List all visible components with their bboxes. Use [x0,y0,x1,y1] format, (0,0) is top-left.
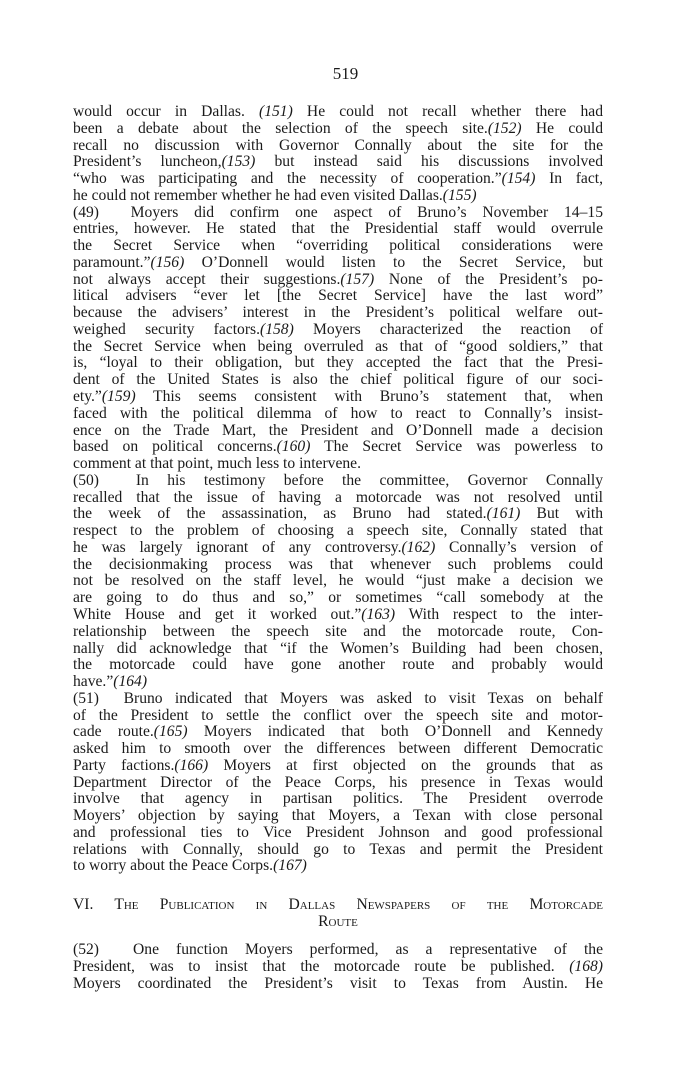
text: he could not remember whether he had even visited Dallas. [73,186,443,204]
text-line [73,858,603,875]
text-line [73,942,603,959]
text: ence on the Trade Mart, the President and O’Donnell made a decision [73,421,603,439]
footnote-ref: (165) [153,723,188,741]
text-line [73,154,603,171]
text-line [73,708,603,725]
text: “who was participating and the necessity of cooperation.” [73,170,502,188]
text-line [73,272,603,289]
text-line [73,842,603,859]
text: Moyers indicated that both O’Donnell and Kennedy [187,723,603,741]
section-heading-line-1: VI. The Publication in Dallas Newspapers of the Motorcade [73,896,603,913]
footnote-ref: (156) [150,253,185,271]
body-text-paragraph-52 [73,942,603,992]
text: None of the President’s po- [374,270,604,288]
text-line [73,456,603,473]
text-line [73,339,603,356]
text-line [73,573,603,590]
text: not always accept their suggestions. [73,270,341,288]
text: of the President to settle the conflict over the speech site and motor- [73,706,603,724]
text-line [73,607,603,624]
footnote-ref: (159) [101,388,136,406]
text: (50) In his testimony before the committee, Governor Connally [73,471,603,489]
text: Moyers’ objection by saying that Moyers, a Texan with close personal [73,807,603,825]
text: President’s luncheon, [73,153,222,171]
text-line [73,439,603,456]
text: This seems consistent with Bruno’s statement that, when [135,388,603,406]
text-line [73,808,603,825]
text: White House and get it worked out.” [73,605,362,623]
text: have.” [73,673,114,691]
text: involve that agency in partisan politics. The President overrode [73,790,603,808]
text: (49) Moyers did confirm one aspect of Bruno’s November 14–15 [73,203,603,221]
text-line [73,624,603,641]
text: (52) One function Moyers performed, as a representative of the [73,941,603,958]
footnote-ref: (166) [174,756,209,774]
text-line [73,406,603,423]
section-heading-line-2: Route [318,913,358,930]
text: litical advisers “ever let [the Secret Service] have the last word” [73,287,603,305]
text-line [73,389,603,406]
text: respect to the problem of choosing a speech site, Connally stated that [73,522,603,540]
section-heading [73,896,603,930]
text-line [73,506,603,523]
footnote-ref: (155) [442,186,477,204]
text: O’Donnell would listen to the Secret Service, but [184,253,603,271]
text: Connally’s version of [435,538,603,556]
text: Department Director of the Peace Corps, his presence in Texas would [73,773,603,791]
text: and professional ties to Vice President Johnson and good professional [73,823,603,841]
text: paramount.” [73,253,151,271]
text-line [73,490,603,507]
text: relationship between the speech site and the motorcade route, Con- [73,622,603,640]
text-line [73,557,603,574]
page-number: 519 [332,64,359,83]
text: asked him to smooth over the differences between different Democratic [73,740,603,758]
text-line [73,205,603,222]
footnote-ref: (154) [501,170,536,188]
footnote-ref: (164) [113,673,148,691]
text-line [73,355,603,372]
text-line [73,221,603,238]
text-line [73,775,603,792]
text: Moyers at first objected on the grounds that as [208,756,603,774]
text-line [73,724,603,741]
text: relations with Connally, should go to Texas and permit the President [73,840,603,858]
text-line [73,657,603,674]
text: faced with the political dilemma of how to react to Connally’s insist- [73,404,603,422]
text-line [73,305,603,322]
text-line [73,741,603,758]
text: He could [521,119,604,137]
text: the Secret Service when being overruled as that of “good soldiers,” that [73,337,603,355]
text: entries, however. He stated that the Presidential staff would overrule [73,220,603,238]
text: are going to do thus and so,” or sometimes “call somebody at the [73,589,603,607]
text: He could not recall whether there had [292,103,603,120]
text: dent of the United States is also the chief political figure of our soci- [73,371,603,389]
text-line [73,188,603,205]
text-line [73,322,603,339]
text: nally did acknowledge that “if the Women’s Building had been chosen, [73,639,603,657]
text: comment at that point, much less to intervene. [73,455,361,473]
text-line [73,104,603,121]
footnote-ref: (162) [401,538,436,556]
text-line [73,238,603,255]
text-line [73,138,603,155]
text: been a debate about the selection of the speech site. [73,119,488,137]
text: the motorcade could have gone another route and probably would [73,656,603,674]
text: he was largely ignorant of any controversy. [73,538,402,556]
text: to worry about the Peace Corps. [73,857,274,875]
footnote-ref: (160) [276,438,311,456]
footnote-ref: (163) [361,605,396,623]
text: With respect to the inter- [395,605,603,623]
text: the Secret Service when “overriding political considerations were [73,237,603,255]
text: weighed security factors. [73,320,261,338]
text-line [73,423,603,440]
text-line [73,641,603,658]
text-line [73,791,603,808]
text: the week of the assassination, as Bruno had stated. [73,505,487,523]
text-line [73,523,603,540]
text: the decisionmaking process was that whenever such problems could [73,555,603,573]
text-line [73,473,603,490]
text-line [73,590,603,607]
text: Moyers characterized the reaction of [293,320,604,338]
footnote-ref: (158) [260,320,294,338]
text-line [73,976,603,993]
text: not be resolved on the staff level, he would “just make a decision we [73,572,603,590]
footnote-ref: (161) [486,505,521,523]
text-line [73,540,603,557]
text-line [73,674,603,691]
footnote-ref: (151) [259,103,293,120]
text-line [73,372,603,389]
text: Party factions. [73,756,175,774]
text: Moyers coordinated the President’s visit to Texas from Austin. He [73,974,603,992]
text: (51) Bruno indicated that Moyers was asked to visit Texas on behalf [73,689,603,707]
text: But with [520,505,603,523]
footnote-ref: (153) [221,153,256,171]
text-line [73,121,603,138]
footnote-ref: (152) [487,119,522,137]
text: recalled that the issue of having a motorcade was not resolved until [73,488,603,506]
text: cade route. [73,723,154,741]
text: recall no discussion with Governor Connally about the site for the [73,136,603,154]
text-line [73,171,603,188]
text-line [73,255,603,272]
text-line [73,288,603,305]
text-line [73,825,603,842]
text: The Secret Service was powerless to [310,438,603,456]
footnote-ref: (157) [340,270,375,288]
text: President, was to insist that the motorcade route be published. [73,957,570,975]
text: would occur in Dallas. [73,103,260,120]
text: is, “loyal to their obligation, but they accepted the fact that the Presi- [73,354,603,372]
text: In fact, [535,170,603,188]
text-line [73,758,603,775]
footnote-ref: (168) [569,957,603,975]
text-line [73,959,603,976]
text-line [73,691,603,708]
text: but instead said his discussions involved [255,153,603,171]
text: because the advisers’ interest in the President’s political welfare out- [73,304,603,322]
body-text-paragraphs-48-51 [73,104,603,875]
text: ety.” [73,388,102,406]
text: based on political concerns. [73,438,277,456]
footnote-ref: (167) [273,857,307,875]
